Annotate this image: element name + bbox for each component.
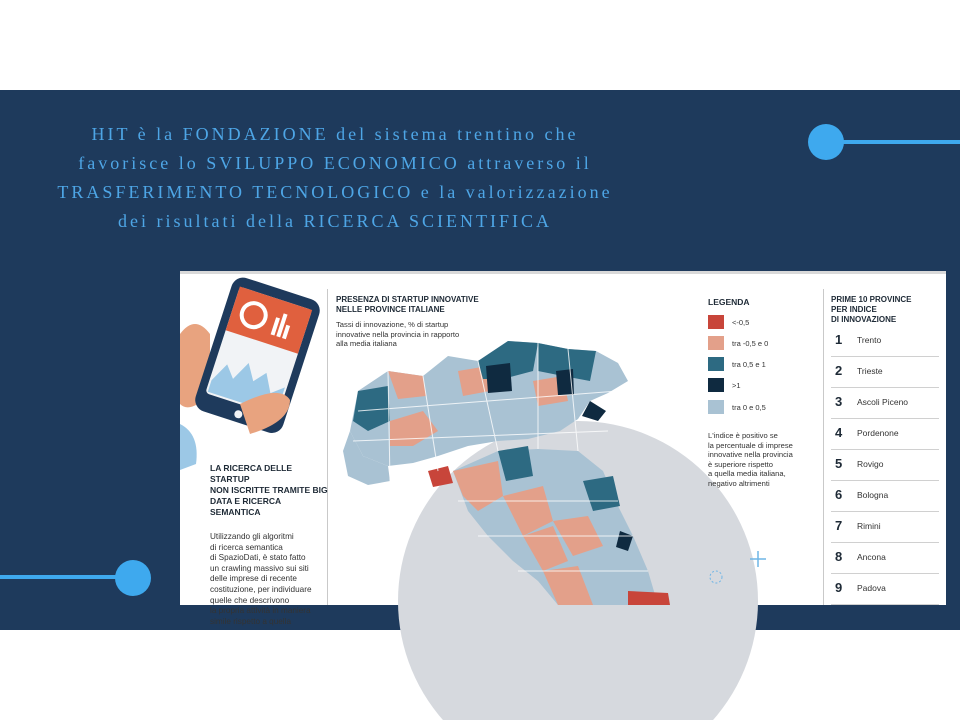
- ranking-province: Rovigo: [857, 459, 884, 469]
- legend-swatch: [708, 357, 724, 371]
- ranking-number: 5: [835, 456, 843, 471]
- headline: [10, 120, 660, 236]
- ranking-number: 1: [835, 332, 843, 347]
- headline-line: HIT è la FONDAZIONE del sistema trentino che: [91, 124, 579, 144]
- legend-label: tra 0 e 0,5: [732, 403, 766, 412]
- ranking-province: Padova: [857, 583, 886, 593]
- ranking-row: [831, 543, 939, 574]
- map-subtitle: Tassi di innovazione, % di startup innovative nella provincia in rapporto alla media italiana: [336, 320, 460, 349]
- ranking-number: 3: [835, 394, 843, 409]
- ranking-row: [831, 481, 939, 512]
- infographic-image: [180, 271, 946, 626]
- ranking-row: [831, 388, 939, 419]
- ranking-province: Ancona: [857, 552, 886, 562]
- ranking-number: 7: [835, 518, 843, 533]
- ranking-province: Trento: [857, 335, 882, 345]
- legend-swatch: [708, 400, 724, 414]
- column-divider: [823, 289, 824, 605]
- ranking-row: [831, 326, 939, 357]
- accent-line-right: [840, 140, 960, 144]
- ranking-province: Trieste: [857, 366, 883, 376]
- legend-label: <-0,5: [732, 318, 750, 327]
- legend-swatch: [708, 315, 724, 329]
- headline-line: TRASFERIMENTO TECNOLOGICO e la valorizzazione: [57, 182, 613, 202]
- legend-label: tra -0,5 e 0: [732, 339, 769, 348]
- left-text-column: [210, 463, 330, 627]
- left-title: LA RICERCA DELLE STARTUP NON ISCRITTE TRAMITE BIG DATA E RICERCA SEMANTICA: [210, 463, 328, 517]
- ranking-number: 4: [835, 425, 843, 440]
- headline-line: favorisce lo SVILUPPO ECONOMICO attraverso il: [78, 153, 592, 173]
- legend-note: L'indice è positivo se la percentuale di imprese innovative nella provincia è superiore rispetto a quella media italiana, negativo altrimenti: [708, 431, 793, 488]
- accent-dot-right: [808, 124, 844, 160]
- accent-dot-left: [115, 560, 151, 596]
- accent-line-left: [0, 575, 122, 579]
- ranking-number: 2: [835, 363, 843, 378]
- headline-line: dei risultati della RICERCA SCIENTIFICA: [118, 211, 552, 231]
- ranking-province: Bologna: [857, 490, 889, 500]
- ranking-province: Ascoli Piceno: [857, 397, 909, 407]
- left-body: Utilizzando gli algoritmi di ricerca semantica di SpazioDati, è stato fatto un crawling massivo sui siti delle imprese di recente costituzione, per individuare quelle che descrivono la propria attività in maniera simile rispetto a quella: [210, 532, 312, 626]
- ranking-province: Rimini: [857, 521, 881, 531]
- legend-swatch: [708, 378, 724, 392]
- legend-label: >1: [732, 381, 741, 390]
- ranking-number: 6: [835, 487, 843, 502]
- ranking-row: [831, 419, 939, 450]
- map-title: PRESENZA DI STARTUP INNOVATIVE NELLE PROVINCE ITALIANE: [336, 295, 479, 314]
- legend-title: LEGENDA: [708, 297, 750, 307]
- ranking-title: PRIME 10 PROVINCE PER INDICE DI INNOVAZIONE: [831, 295, 912, 324]
- ranking-province: Pordenone: [857, 428, 899, 438]
- ranking-number: 9: [835, 580, 843, 595]
- ranking-row: [831, 512, 939, 543]
- ranking-row: [831, 450, 939, 481]
- ranking-number: 8: [835, 549, 843, 564]
- legend-swatch: [708, 336, 724, 350]
- ranking-row: [831, 574, 939, 605]
- ranking-row: [831, 357, 939, 388]
- legend-label: tra 0,5 e 1: [732, 360, 766, 369]
